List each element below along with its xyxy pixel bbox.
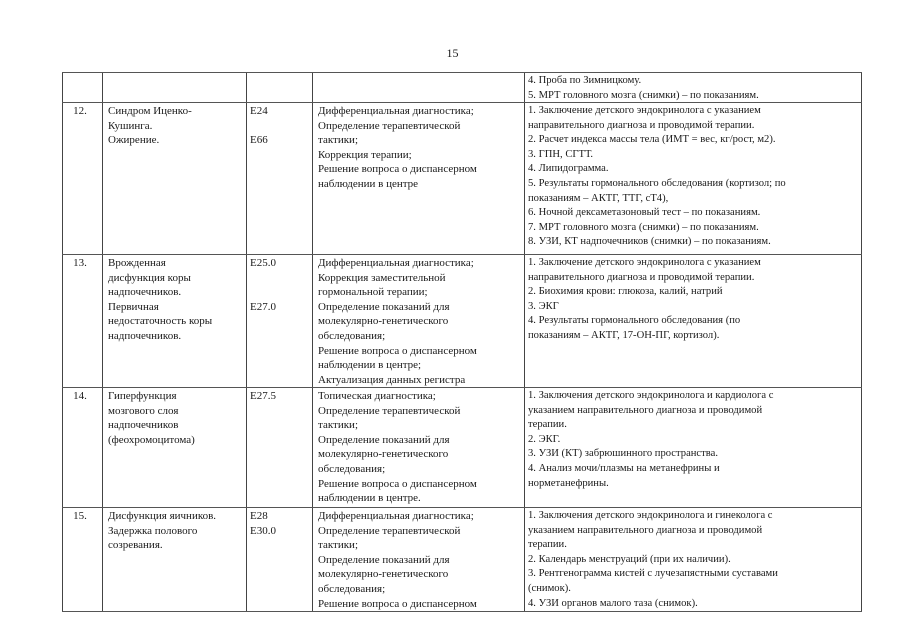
task-line: Определение показаний для [318,553,450,566]
exam-line: 1. Заключение детского эндокринолога с указанием [528,105,761,116]
exam-line: 2. ЭКГ. [528,433,561,445]
task-line: Определение показаний для [318,433,450,446]
task-line: обследования; [318,462,386,475]
exam-line: направительного диагноза и проводимой терапии. [528,271,755,283]
exam-line: показаниям – АКТГ, 17-ОН-ПГ, кортизол). [528,329,720,341]
exam-line: 3. УЗИ (КТ) забрюшинного пространства. [528,448,718,460]
row-divider [62,254,862,255]
name-line: Врожденная [108,257,166,269]
icd-codes [250,509,300,538]
required-exams [528,256,858,344]
exam-line: 3. Рентгенограмма кистей с лучезапястными суставами [528,568,778,580]
exam-line: терапии. [528,419,567,431]
exam-line: 1. Заключения детского эндокринолога и гинеколога с [528,510,773,521]
exam-line: 7. МРТ головного мозга (снимки) – по показаниям. [528,221,759,233]
name-line: созревания. [108,539,163,552]
name-line: Кушинга. [108,119,153,132]
diagnosis-name [108,256,244,344]
exam-line: 4. Липидограмма. [528,163,609,175]
task-line: тактики; [318,419,359,432]
column-divider [524,72,525,612]
code-line: E66 [250,134,268,147]
row-number: 14. [73,390,87,402]
code-line [250,285,300,300]
exam-line: направительного диагноза и проводимой терапии. [528,119,755,131]
task-line: наблюдении в центре; [318,359,422,372]
column-divider [246,72,247,612]
exam-line: показаниям – АКТГ, ТТГ, сТ4), [528,192,669,204]
exam-line: терапии. [528,539,567,551]
exam-line: 1. Заключения детского эндокринолога и кардиолога с [528,390,774,401]
column-divider [102,72,103,612]
exam-line: 6. Ночной дексаметазоновый тест – по показаниям. [528,207,761,219]
row-divider [62,72,862,73]
code-line: E27.0 [250,300,276,313]
consultation-tasks [318,389,522,506]
required-exams [528,389,858,491]
required-exams [528,509,858,611]
exam-line: 4. Результаты гормонального обследования (по [528,315,741,327]
row-divider [62,507,862,508]
task-line: Решение вопроса о диспансерном [318,597,477,610]
name-line: Задержка полового [108,524,198,537]
column-divider [312,72,313,612]
exam-line: 1. Заключение детского эндокринолога с указанием [528,257,761,268]
diagnosis-name [108,104,244,148]
code-line: E25.0 [250,257,276,269]
icd-codes [250,389,300,404]
diagnosis-name [108,389,244,447]
task-line: Определение показаний для [318,300,450,313]
table-border-right [861,72,862,612]
task-line: обследования; [318,329,386,342]
exam-line: норметанефрины. [528,477,609,489]
name-line: надпочечников [108,419,179,432]
exam-line: 3. ЭКГ [528,300,559,312]
name-line: (феохромоцитома) [108,433,195,446]
code-line: E27.5 [250,390,276,402]
task-line: Дифференциальная диагностика; [318,257,474,269]
task-line: Решение вопроса о диспансерном [318,477,477,490]
exam-line: (снимок). [528,582,571,594]
name-line: Первичная [108,300,159,313]
task-line: молекулярно-генетического [318,448,449,461]
exam-line: 5. Результаты гормонального обследования (кортизол; по [528,177,786,189]
code-line: E30.0 [250,524,276,537]
code-line [250,271,300,286]
exam-line: 4. Проба по Зимницкому. [528,75,642,86]
name-line: мозгового слоя [108,404,179,417]
code-line: E28 [250,510,268,522]
name-line: дисфункция коры [108,271,191,284]
task-line: молекулярно-генетического [318,568,449,581]
required-exams [528,104,858,250]
task-line: Решение вопроса о диспансерном [318,344,477,357]
table-border-left [62,72,63,612]
page-number: 15 [446,46,459,60]
name-line: недостаточность коры [108,315,213,328]
task-line: тактики; [318,134,359,147]
code-line [250,119,300,134]
icd-codes [250,256,300,314]
name-line: надпочечников. [108,286,182,299]
consultation-tasks [318,509,522,611]
task-line: Топическая диагностика; [318,390,436,402]
task-line: молекулярно-генетического [318,315,449,328]
task-line: наблюдении в центре. [318,492,421,505]
row-number: 12. [73,105,87,117]
task-line: гормональной терапии; [318,286,428,299]
exam-line: 2. Расчет индекса массы тела (ИМТ = вес, кг/рост, м2). [528,134,776,146]
task-line: обследования; [318,582,386,595]
task-line: Дифференциальная диагностика; [318,105,474,117]
exam-line: указанием направительного диагноза и проводимой [528,524,763,536]
task-line: Определение терапевтической [318,404,461,417]
consultation-tasks [318,256,522,387]
task-line: Актуализация данных регистра [318,373,466,386]
task-line: Коррекция заместительной [318,271,446,284]
row-number: 15. [73,510,87,522]
name-line: Ожирение. [108,134,160,147]
name-line: надпочечников. [108,329,182,342]
consultation-tasks [318,104,522,192]
code-line: E24 [250,105,268,117]
exam-line: 4. УЗИ органов малого таза (снимок). [528,597,698,609]
diagnosis-name [108,509,244,553]
exam-line: 2. Календарь менструаций (при их наличии). [528,553,731,565]
row-number: 13. [73,257,87,269]
task-line: тактики; [318,539,359,552]
name-line: Синдром Иценко- [108,105,192,117]
task-line: наблюдении в центре [318,177,419,190]
exam-line: 2. Биохимия крови: глюкоза, калий, натрий [528,286,723,298]
task-line: Определение терапевтической [318,119,461,132]
task-line: Решение вопроса о диспансерном [318,163,477,176]
name-line: Дисфункция яичников. [108,510,217,522]
continuation-exams [528,74,858,103]
exam-line: указанием направительного диагноза и проводимой [528,404,763,416]
exam-line: 4. Анализ мочи/плазмы на метанефрины и [528,462,720,474]
name-line: Гиперфункция [108,390,177,402]
exam-line: 3. ГПН, СГТТ. [528,148,594,160]
task-line: Определение терапевтической [318,524,461,537]
medical-table [62,72,862,612]
task-line: Коррекция терапии; [318,148,412,161]
exam-line: 5. МРТ головного мозга (снимки) – по показаниям. [528,89,759,101]
exam-line: 8. УЗИ, КТ надпочечников (снимки) – по показаниям. [528,236,771,248]
icd-codes [250,104,300,148]
task-line: Дифференциальная диагностика; [318,510,474,522]
